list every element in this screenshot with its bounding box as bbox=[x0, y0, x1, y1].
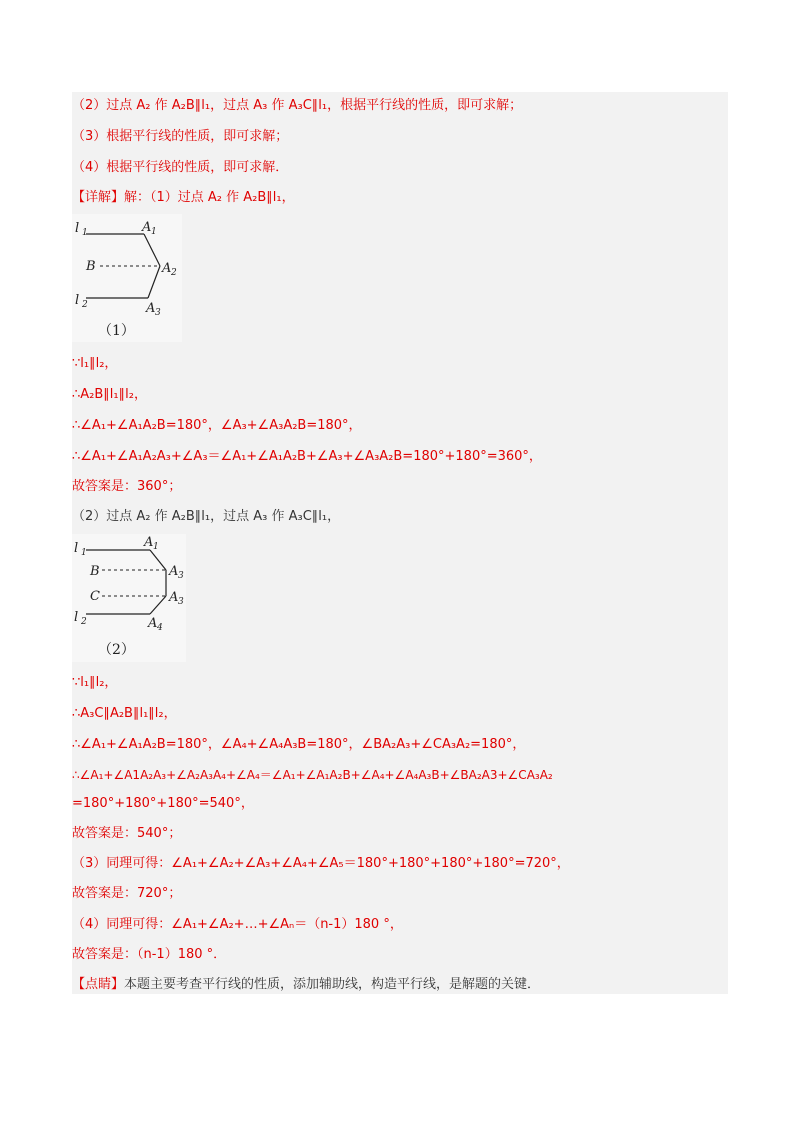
fig2-label-a1: A bbox=[144, 535, 154, 550]
step1-line-1: ∵l₁∥l₂， bbox=[72, 356, 118, 371]
fig1-label-a3: A bbox=[146, 301, 156, 316]
detail-heading bbox=[72, 187, 728, 209]
fig2-label-b: B bbox=[90, 564, 100, 579]
fig1-label-a2-sub: 2 bbox=[171, 268, 177, 278]
answer-1: 故答案是：360°； bbox=[72, 479, 182, 494]
step2-line-2: ∴A₃C∥A₂B∥l₁∥l₂， bbox=[72, 706, 177, 721]
step2-line-1: ∵l₁∥l₂， bbox=[72, 675, 118, 690]
fig2-caption: （2） bbox=[98, 642, 135, 658]
detail-text: 解：（1）过点 A₂ 作 A₂B∥l₁， bbox=[124, 190, 295, 205]
fig2-label-c: C bbox=[90, 589, 100, 604]
fig1-label-l2-sub: 2 bbox=[82, 300, 88, 310]
fig1-label-a1: A bbox=[142, 220, 152, 235]
step2-line-4: ∴∠A₁+∠A1A₂A₃+∠A₂A₃A₄+∠A₄＝∠A₁+∠A₁A₂B+∠A₄+∠A₄A₃B+∠BA₂A3+∠CA₃A₂ bbox=[72, 768, 553, 782]
fig1-label-l1-sub: 1 bbox=[82, 228, 88, 238]
fig1-label-a3-sub: 3 bbox=[155, 308, 161, 318]
fig1-label-l1: l bbox=[75, 221, 80, 236]
answer-3: 故答案是：720°； bbox=[72, 886, 182, 901]
step1-line-4: ∴∠A₁+∠A₁A₂A₃+∠A₃＝∠A₁+∠A₁A₂B+∠A₃+∠A₃A₂B=180°+180°=360°， bbox=[72, 449, 542, 464]
step2-line-5: =180°+180°+180°=540°， bbox=[72, 796, 254, 811]
part4-line: （4）同理可得：∠A₁+∠A₂+…+∠Aₙ＝（n-1）180 °， bbox=[72, 917, 403, 932]
fig2-label-l1-sub: 1 bbox=[81, 548, 87, 558]
figure-1 bbox=[72, 214, 182, 342]
fig2-label-a4: A bbox=[148, 616, 158, 631]
fig2-label-a3-top-sub: 3 bbox=[178, 571, 184, 581]
fig1-label-a1-sub: 1 bbox=[151, 227, 157, 237]
fig2-label-a1-sub: 1 bbox=[153, 542, 159, 552]
fig1-caption: （1） bbox=[98, 323, 135, 339]
fig2-label-l1: l bbox=[74, 541, 79, 556]
fig2-label-a3-bottom-sub: 3 bbox=[178, 597, 184, 607]
analysis-line-2: （2）过点 A₂ 作 A₂B∥l₁，过点 A₃ 作 A₃C∥l₁，根据平行线的性质，即可求解； bbox=[72, 98, 523, 113]
analysis-line-3: （3）根据平行线的性质，即可求解； bbox=[72, 129, 289, 144]
figure-2 bbox=[72, 534, 186, 662]
answer-4: 故答案是：（n-1）180 °． bbox=[72, 947, 227, 962]
fig1-label-a2: A bbox=[162, 261, 172, 276]
part3-line: （3）同理可得：∠A₁+∠A₂+∠A₃+∠A₄+∠A₅＝180°+180°+180°+180°=720°， bbox=[72, 856, 570, 871]
analysis-line-4: （4）根据平行线的性质，即可求解． bbox=[72, 160, 289, 175]
fig2-label-a3-top: A bbox=[169, 564, 179, 579]
fig1-label-b: B bbox=[86, 259, 96, 274]
fig2-label-l2: l bbox=[74, 610, 79, 625]
comment-tag: 【点睛】 bbox=[72, 977, 125, 992]
fig2-label-a3-bottom: A bbox=[169, 590, 179, 605]
comment-line bbox=[72, 974, 728, 996]
fig1-label-l2: l bbox=[75, 293, 80, 308]
detail-tag: 【详解】 bbox=[72, 190, 125, 205]
step2-line-3: ∴∠A₁+∠A₁A₂B=180°，∠A₄+∠A₄A₃B=180°，∠BA₂A₃+∠CA₃A₂=180°， bbox=[72, 737, 526, 752]
step1-line-2: ∴A₂B∥l₁∥l₂， bbox=[72, 387, 147, 402]
part2-intro: （2）过点 A₂ 作 A₂B∥l₁，过点 A₃ 作 A₃C∥l₁， bbox=[72, 509, 341, 524]
comment-text: 本题主要考查平行线的性质，添加辅助线，构造平行线，是解题的关键． bbox=[124, 977, 541, 992]
step1-line-3: ∴∠A₁+∠A₁A₂B=180°，∠A₃+∠A₃A₂B=180°， bbox=[72, 418, 362, 433]
answer-2: 故答案是：540°； bbox=[72, 826, 182, 841]
fig2-label-l2-sub: 2 bbox=[81, 617, 87, 627]
fig2-label-a4-sub: 4 bbox=[157, 623, 163, 633]
